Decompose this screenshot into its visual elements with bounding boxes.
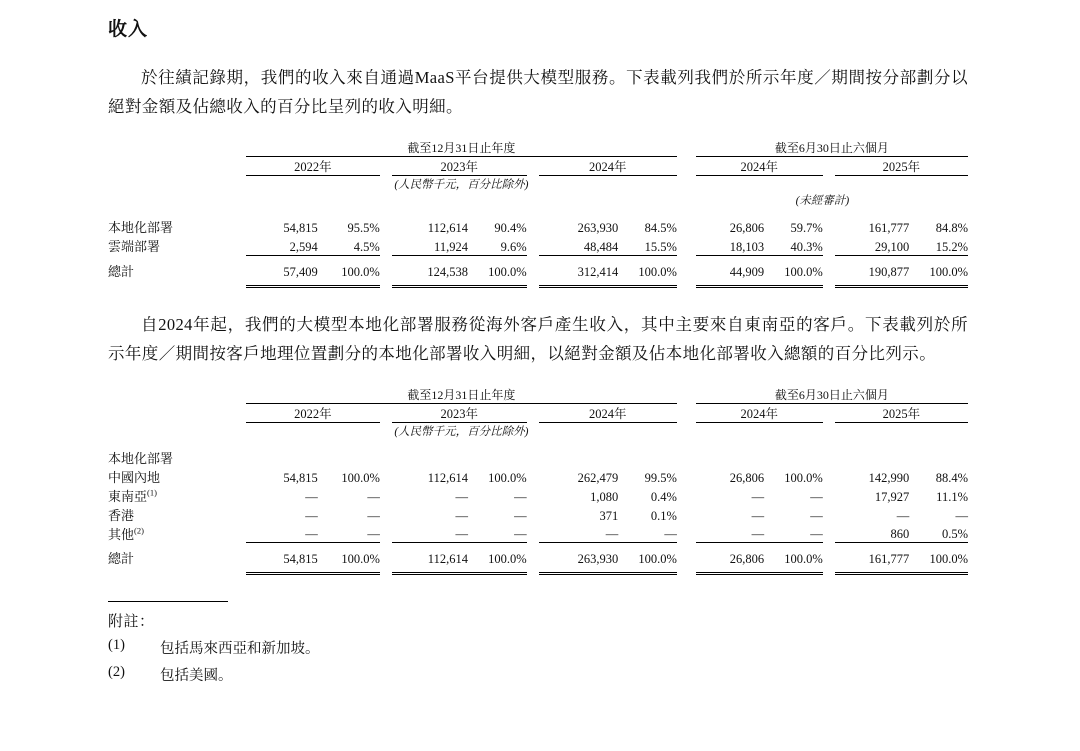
table2-year-header-row bbox=[108, 403, 968, 422]
table2-row0-v4: 262,479 bbox=[577, 470, 619, 485]
table1-row1-v9: 15.2% bbox=[935, 239, 968, 254]
table1-row0-v3: 90.4% bbox=[494, 221, 527, 235]
document-page bbox=[0, 14, 1080, 751]
table2-total-v8: 161,777 bbox=[868, 552, 910, 566]
table1-year-2025h: 2025年 bbox=[835, 157, 968, 176]
table1-row0-v8: 161,777 bbox=[868, 221, 910, 235]
table1-total-v0: 57,409 bbox=[283, 264, 318, 279]
table1-total-v7: 100.0% bbox=[784, 264, 823, 279]
table2-row1-label bbox=[108, 486, 246, 505]
table2-row1-v9: 11.1% bbox=[936, 489, 968, 504]
table-row bbox=[108, 467, 968, 486]
table2-year-2024h: 2024年 bbox=[696, 403, 823, 422]
table1-unaudited-note-row bbox=[108, 192, 968, 208]
table-row bbox=[108, 486, 968, 505]
table1-year-2023: 2023年 bbox=[392, 157, 527, 176]
table2-total-v7: 100.0% bbox=[784, 552, 823, 566]
table2-year-2024: 2024年 bbox=[539, 403, 677, 422]
table-row bbox=[108, 217, 968, 236]
table2-row0-v2: 112,614 bbox=[427, 470, 468, 485]
table1-year-2024: 2024年 bbox=[539, 157, 677, 176]
table2-group-header-row bbox=[108, 386, 968, 404]
table2-row2-v0: — bbox=[305, 508, 318, 523]
table2-row2-v5: 0.1% bbox=[650, 508, 677, 523]
table2-row3-v6: — bbox=[751, 527, 765, 541]
table1-group-header-row bbox=[108, 139, 968, 157]
table1-unit-note-row bbox=[108, 176, 968, 193]
table1-row1-v4: 48,484 bbox=[583, 239, 619, 254]
table2-total-label: 總計 bbox=[108, 551, 135, 566]
table1-total-row bbox=[108, 261, 968, 280]
paragraph-1: 於往績記錄期，我們的收入來自通過MaaS平台提供大模型服務。下表載列我們於所示年度／期間按分部劃分以絕對金額及佔總收入的百分比呈列的收入明細。 bbox=[108, 68, 968, 116]
table1-group-header-annual: 截至12月31日止年度 bbox=[246, 139, 677, 157]
table2-row1-v2: — bbox=[455, 489, 468, 504]
table2-row2-v6: — bbox=[751, 508, 765, 523]
table2-section-label: 本地化部署 bbox=[108, 450, 174, 466]
table1-row1-v8: 29,100 bbox=[874, 239, 910, 254]
table2-row3-v3: — bbox=[514, 527, 527, 541]
table2-total-v4: 263,930 bbox=[577, 552, 619, 566]
table1-row1-v0: 2,594 bbox=[289, 239, 318, 254]
table2-year-2023: 2023年 bbox=[392, 403, 527, 422]
table1-row0-v9: 84.8% bbox=[935, 221, 968, 235]
table1-row0-v7: 59.7% bbox=[790, 221, 823, 235]
table1-row1-v2: 11,924 bbox=[434, 239, 468, 254]
table2-unit-note-row bbox=[108, 422, 968, 439]
table2-unit-note: (人民幣千元，百分比除外) bbox=[394, 425, 529, 438]
table1-total-v2: 124,538 bbox=[427, 264, 468, 279]
table1-year-2024h: 2024年 bbox=[696, 157, 823, 176]
table1-row0-label: 本地化部署 bbox=[108, 220, 174, 235]
table1-year-header-row bbox=[108, 157, 968, 176]
table2-total-v1: 100.0% bbox=[341, 552, 380, 566]
table2-row2-v9: — bbox=[955, 508, 968, 523]
table2-row1-sup: (1) bbox=[147, 487, 157, 498]
table2-row0-v5: 99.5% bbox=[644, 470, 677, 485]
table2-row0-v6: 26,806 bbox=[729, 470, 765, 485]
table1-row0-v4: 263,930 bbox=[577, 221, 619, 235]
table2-row3-label bbox=[108, 524, 246, 543]
table2-row3-v9: 0.5% bbox=[941, 527, 968, 541]
table-row bbox=[108, 505, 968, 524]
table2-row0-v1: 100.0% bbox=[341, 470, 380, 485]
table2-row3-v7: — bbox=[810, 527, 823, 541]
table1-row1-label: 雲端部署 bbox=[108, 239, 161, 254]
localized-deployment-by-geography-table bbox=[108, 386, 968, 576]
table1-row0-v1: 95.5% bbox=[347, 221, 380, 235]
footnote-text: 包括馬來西亞和新加坡。 bbox=[160, 641, 320, 657]
table2-row2-v1: — bbox=[367, 508, 380, 523]
table1-unaudited-note: (未經審計) bbox=[795, 195, 850, 207]
table2-row2-v3: — bbox=[514, 508, 527, 523]
table2-row2-label bbox=[108, 505, 246, 524]
paragraph-2: 自2024年起，我們的大模型本地化部署服務從海外客戶產生收入，其中主要來自東南亞的客戶。下表載列於所示年度／期間按客戶地理位置劃分的本地化部署收入明細，以絕對金額及佔本地化部署收入總額的百分比列示。 bbox=[108, 314, 968, 363]
table2-row1-label-text: 東南亞 bbox=[108, 488, 148, 504]
table2-row2-v8: — bbox=[896, 508, 910, 523]
table2-row3-v5: — bbox=[664, 527, 677, 541]
table2-row1-v6: — bbox=[751, 489, 765, 504]
table2-row1-v1: — bbox=[367, 489, 380, 504]
table2-row0-v0: 54,815 bbox=[283, 470, 318, 485]
table2-row0-v9: 88.4% bbox=[935, 470, 968, 485]
table2-row0-v3: 100.0% bbox=[488, 470, 527, 485]
footnote-divider bbox=[108, 601, 228, 602]
footnote-index: (2) bbox=[108, 664, 125, 680]
table2-total-v3: 100.0% bbox=[488, 552, 527, 566]
table1-row1-v1: 4.5% bbox=[353, 239, 380, 254]
table2-row1-v0: — bbox=[305, 489, 318, 504]
table2-total-row bbox=[108, 548, 968, 567]
table2-row3-v2: — bbox=[455, 527, 468, 541]
table2-spacer bbox=[108, 439, 968, 448]
table1-total-v4: 312,414 bbox=[577, 264, 619, 279]
table2-row1-v8: 17,927 bbox=[874, 489, 910, 504]
table2-row1-v4: 1,080 bbox=[590, 489, 619, 504]
table1-row0-v0: 54,815 bbox=[283, 221, 318, 235]
table2-row3-label-text: 其他 bbox=[108, 526, 135, 542]
table1-row0-v2: 112,614 bbox=[427, 221, 468, 235]
table1-row1-v5: 15.5% bbox=[644, 239, 677, 254]
table1-total-v9: 100.0% bbox=[929, 264, 968, 279]
table2-row0-label bbox=[108, 467, 246, 486]
table1-spacer bbox=[108, 208, 968, 217]
table2-row0-label-text: 中國內地 bbox=[108, 469, 161, 485]
table2-total-v0: 54,815 bbox=[283, 552, 318, 566]
table2-row0-v8: 142,990 bbox=[868, 470, 910, 485]
footnote-item bbox=[108, 664, 968, 685]
table2-section-label-row bbox=[108, 448, 968, 467]
table2-row2-v4: 371 bbox=[599, 508, 619, 523]
table1-row1-v7: 40.3% bbox=[790, 239, 823, 254]
table2-year-2025h: 2025年 bbox=[835, 403, 968, 422]
table2-group-header-interim: 截至6月30日止六個月 bbox=[696, 386, 968, 404]
revenue-by-segment-table bbox=[108, 139, 968, 288]
table2-row0-v7: 100.0% bbox=[784, 470, 823, 485]
table2-row1-v7: — bbox=[810, 489, 823, 504]
table2-total-v2: 112,614 bbox=[427, 552, 468, 566]
footnote-text: 包括美國。 bbox=[160, 668, 233, 684]
table2-year-2022: 2022年 bbox=[246, 403, 380, 422]
table2-row3-sup: (2) bbox=[134, 525, 144, 536]
table1-total-label: 總計 bbox=[108, 263, 135, 279]
footnote-index: (1) bbox=[108, 637, 125, 653]
table2-row3-v1: — bbox=[367, 527, 380, 541]
table1-unit-note: (人民幣千元，百分比除外) bbox=[394, 179, 529, 191]
table1-year-2022: 2022年 bbox=[246, 157, 380, 176]
table2-row3-v8: 860 bbox=[890, 527, 910, 541]
table1-total-v3: 100.0% bbox=[488, 264, 527, 279]
table2-row2-label-text: 香港 bbox=[108, 507, 135, 523]
table1-group-header-interim: 截至6月30日止六個月 bbox=[696, 139, 968, 157]
table1-row1-v3: 9.6% bbox=[500, 239, 527, 254]
table2-row3-v0: — bbox=[305, 527, 318, 541]
table2-bottom-rule bbox=[108, 567, 968, 574]
table1-row0-v6: 26,806 bbox=[729, 221, 765, 235]
table1-total-v8: 190,877 bbox=[868, 264, 910, 279]
page-title: 收入 bbox=[108, 19, 149, 40]
table2-total-v6: 26,806 bbox=[729, 552, 765, 566]
table1-total-v6: 44,909 bbox=[729, 264, 765, 279]
table2-row1-v3: — bbox=[514, 489, 527, 504]
page-content bbox=[108, 14, 968, 685]
table1-total-v1: 100.0% bbox=[341, 264, 380, 279]
table1-row0-v5: 84.5% bbox=[644, 221, 677, 235]
table1-total-v5: 100.0% bbox=[638, 264, 677, 279]
table2-row2-v7: — bbox=[810, 508, 823, 523]
table2-group-header-annual: 截至12月31日止年度 bbox=[246, 386, 677, 404]
table2-total-v9: 100.0% bbox=[929, 552, 968, 566]
table2-row3-v4: — bbox=[605, 527, 619, 541]
footnote-title: 附註： bbox=[108, 614, 155, 630]
table2-row2-v2: — bbox=[455, 508, 468, 523]
table1-row1-v6: 18,103 bbox=[729, 239, 765, 254]
footnote-item bbox=[108, 637, 968, 658]
table-row bbox=[108, 524, 968, 543]
table-row bbox=[108, 236, 968, 255]
table2-row1-v5: 0.4% bbox=[650, 489, 677, 504]
table1-bottom-rule bbox=[108, 280, 968, 287]
table2-total-v5: 100.0% bbox=[638, 552, 677, 566]
